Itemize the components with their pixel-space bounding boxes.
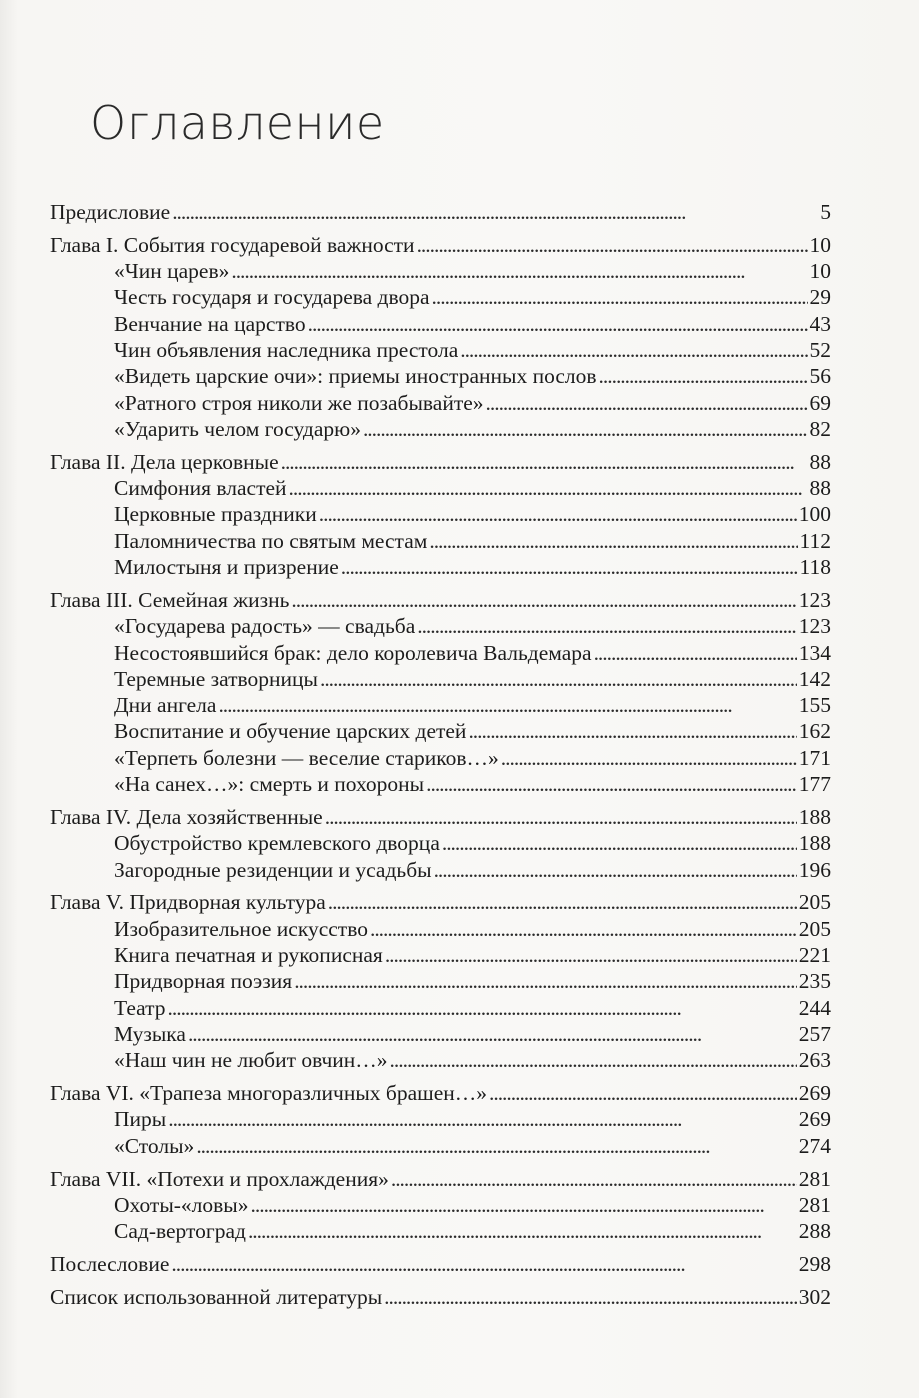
toc-entry-label: Чин объявления наследника престола [114, 338, 459, 363]
toc-page-number: 112 [799, 528, 831, 553]
toc-section-entry [50, 1192, 831, 1218]
toc-section-entry [50, 1106, 831, 1132]
toc-page-number: 302 [798, 1284, 831, 1309]
table-of-contents [50, 199, 831, 1310]
toc-section-entry [50, 528, 831, 554]
dot-leader [171, 1251, 796, 1277]
toc-section-entry [50, 1218, 831, 1244]
toc-entry-label: Паломничества по святым местам [114, 528, 428, 553]
toc-page-number: 69 [809, 390, 831, 415]
dot-leader [328, 889, 797, 915]
toc-entry-label: «Ратного строя николи же позабывайте» [114, 390, 484, 415]
toc-chapter-entry [50, 587, 831, 613]
toc-entry-label: Глава III. Семейная жизнь [50, 587, 290, 612]
toc-entry-label: Музыка [114, 1021, 186, 1046]
toc-section-entry [50, 718, 831, 744]
toc-entry-label: Книга печатная и рукописная [114, 942, 383, 967]
toc-section-entry [50, 475, 831, 501]
toc-page-number: 188 [798, 831, 831, 856]
dot-leader [489, 1080, 797, 1106]
toc-page-number: 100 [798, 502, 831, 527]
toc-section-entry [50, 258, 831, 284]
toc-chapter-entry [50, 232, 831, 258]
toc-page-number: 196 [798, 857, 831, 882]
dot-leader [248, 1218, 797, 1244]
dot-leader [460, 337, 807, 363]
toc-page-number: 244 [798, 995, 831, 1020]
toc-section-entry [50, 640, 831, 666]
toc-section-entry [50, 311, 831, 337]
toc-page-number: 281 [798, 1166, 831, 1191]
toc-entry-label: Симфония властей [114, 476, 287, 501]
toc-entry-label: Предисловие [50, 200, 171, 224]
toc-section-entry [50, 390, 831, 416]
toc-page-number: 235 [798, 969, 831, 994]
dot-leader [188, 1021, 797, 1047]
dot-leader [434, 857, 797, 883]
toc-entry-label: Глава II. Дела церковные [50, 449, 279, 474]
toc-page-number: 188 [798, 804, 831, 829]
toc-section-entry [50, 1047, 831, 1073]
dot-leader [308, 311, 808, 337]
dot-leader [442, 830, 797, 856]
toc-page-number: 205 [798, 890, 831, 915]
toc-section-entry [50, 942, 831, 968]
dot-leader [319, 501, 797, 527]
dot-leader [218, 692, 796, 718]
toc-page-number: 43 [809, 311, 831, 336]
dot-leader [320, 666, 797, 692]
dot-leader [289, 475, 808, 501]
dot-leader [281, 449, 808, 475]
dot-leader [251, 1192, 797, 1218]
toc-section-entry [50, 968, 831, 994]
toc-entry-label: «Терпеть болезни — веселие стариков…» [114, 745, 499, 770]
toc-entry-label: Несостоявшийся брак: дело королевича Вальдемара [114, 640, 592, 665]
toc-entry-label: Венчание на царство [114, 311, 306, 336]
dot-leader [370, 916, 797, 942]
toc-entry-label: Церковные праздники [114, 502, 317, 527]
toc-entry-label: «Государева радость» — свадьба [114, 614, 416, 639]
toc-chapter-entry [50, 1251, 831, 1277]
toc-entry-label: Глава I. События государевой важности [50, 232, 415, 257]
toc-entry-label: Дни ангела [114, 693, 217, 718]
dot-leader [417, 613, 797, 639]
dot-leader [468, 718, 796, 744]
toc-section-entry [50, 554, 831, 580]
toc-page-number: 274 [798, 1133, 831, 1158]
toc-entry-label: Честь государя и государева двора [114, 285, 430, 310]
dot-leader [417, 232, 808, 258]
dot-leader [599, 363, 808, 389]
toc-entry-label: Глава V. Придворная культура [50, 890, 326, 915]
toc-section-entry [50, 363, 831, 389]
toc-page-number: 29 [809, 285, 831, 310]
dot-leader [168, 995, 797, 1021]
toc-section-entry [50, 830, 831, 856]
toc-page-number: 281 [798, 1192, 831, 1217]
dot-leader [429, 528, 797, 554]
toc-chapter-entry [50, 1284, 831, 1310]
toc-page-number: 177 [798, 772, 831, 797]
toc-page-number: 263 [798, 1048, 831, 1073]
toc-section-entry [50, 916, 831, 942]
toc-entry-label: «Ударить челом государю» [114, 416, 361, 441]
toc-section-entry [50, 613, 831, 639]
toc-page-number: 10 [809, 259, 831, 284]
dot-leader [426, 771, 797, 797]
toc-chapter-entry [50, 889, 831, 915]
toc-page-number: 118 [799, 555, 831, 580]
toc-chapter-entry [50, 804, 831, 830]
toc-section-entry [50, 745, 831, 771]
toc-entry-label: Сад-вертоград [114, 1219, 246, 1244]
dot-leader [168, 1106, 797, 1132]
toc-page-number: 10 [809, 232, 831, 257]
toc-section-entry [50, 995, 831, 1021]
toc-section-entry [50, 1133, 831, 1159]
page-title: Оглавление [90, 96, 385, 150]
toc-entry-label: Глава VI. «Трапеза многоразличных брашен…» [50, 1081, 487, 1106]
toc-entry-label: Воспитание и обучение царских детей [114, 719, 467, 744]
toc-entry-label: Охоты-«ловы» [114, 1192, 249, 1217]
toc-entry-label: Глава IV. Дела хозяйственные [50, 804, 323, 829]
toc-page-number: 221 [798, 942, 831, 967]
toc-entry-label: Теремные затворницы [114, 666, 318, 691]
dot-leader [341, 554, 798, 580]
toc-page-number: 288 [798, 1219, 831, 1244]
toc-section-entry [50, 771, 831, 797]
toc-page-number: 257 [798, 1021, 831, 1046]
toc-page-number: 269 [798, 1107, 831, 1132]
dot-leader [231, 258, 807, 284]
toc-page-number: 123 [798, 587, 831, 612]
toc-entry-label: Послесловие [50, 1252, 170, 1277]
toc-page-number: 123 [798, 614, 831, 639]
toc-entry-label: Милостыня и призрение [114, 555, 339, 580]
toc-section-entry [50, 337, 831, 363]
toc-section-entry [50, 501, 831, 527]
toc-entry-label: Театр [114, 995, 166, 1020]
toc-entry-label: «На санех…»: смерть и похороны [114, 772, 425, 797]
toc-entry-label: Список использованной литературы [50, 1284, 383, 1309]
dot-leader [294, 968, 797, 994]
toc-section-entry [50, 416, 831, 442]
toc-section-entry [50, 857, 831, 883]
toc-chapter-entry [50, 199, 831, 225]
toc-page-number: 5 [820, 200, 831, 224]
toc-chapter-entry [50, 1166, 831, 1192]
toc-entry-label: Пиры [114, 1107, 167, 1132]
dot-leader [390, 1047, 797, 1073]
toc-chapter-entry [50, 449, 831, 475]
toc-page-number: 56 [809, 364, 831, 389]
dot-leader [196, 1133, 796, 1159]
toc-page-number: 171 [798, 745, 831, 770]
toc-entry-label: Придворная поэзия [114, 969, 293, 994]
toc-entry-label: «Чин царев» [114, 259, 230, 284]
toc-page-number: 82 [809, 416, 831, 441]
dot-leader [486, 390, 808, 416]
dot-leader [594, 640, 797, 666]
toc-entry-label: «Наш чин не любит овчин…» [114, 1048, 388, 1073]
dot-leader [385, 942, 797, 968]
toc-page-number: 298 [798, 1252, 831, 1277]
toc-section-entry [50, 284, 831, 310]
dot-leader [384, 1284, 797, 1310]
toc-entry-label: «Столы» [114, 1133, 195, 1158]
toc-entry-label: Изобразительное искусство [114, 916, 368, 941]
toc-chapter-entry [50, 1080, 831, 1106]
dot-leader [501, 745, 797, 771]
toc-page-number: 142 [798, 666, 831, 691]
dot-leader [291, 587, 796, 613]
toc-page-number: 162 [798, 719, 831, 744]
dot-leader [363, 416, 808, 442]
dot-leader [391, 1166, 797, 1192]
toc-page-number: 88 [809, 449, 831, 474]
toc-entry-label: Обустройство кремлевского дворца [114, 831, 440, 856]
toc-entry-label: Загородные резиденции и усадьбы [114, 857, 432, 882]
toc-entry-label: Глава VII. «Потехи и прохлаждения» [50, 1166, 389, 1191]
toc-page-number: 52 [809, 338, 831, 363]
toc-page-number: 269 [798, 1081, 831, 1106]
toc-section-entry [50, 666, 831, 692]
dot-leader [172, 199, 818, 225]
toc-page-number: 88 [809, 476, 831, 501]
toc-entry-label: «Видеть царские очи»: приемы иностранных послов [114, 364, 597, 389]
toc-page-number: 134 [798, 640, 831, 665]
dot-leader [325, 804, 797, 830]
toc-page-number: 155 [798, 693, 831, 718]
toc-page-number: 205 [798, 916, 831, 941]
toc-section-entry [50, 692, 831, 718]
toc-section-entry [50, 1021, 831, 1047]
dot-leader [432, 284, 808, 310]
